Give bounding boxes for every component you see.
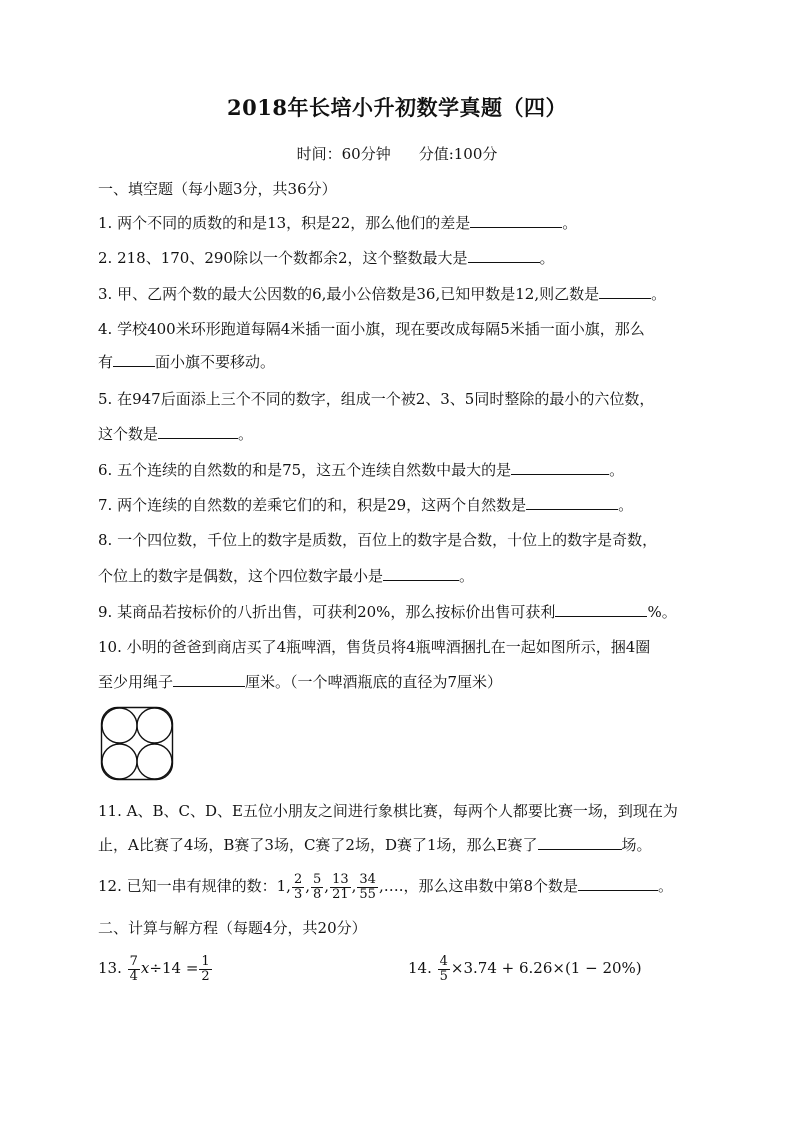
equation-fraction: $\frac{1}{2}$ (201, 953, 210, 984)
question-text: 7. 两个连续的自然数的差乘它们的和，积是29，这两个自然数是 (98, 496, 527, 514)
answer-blank[interactable] (173, 672, 245, 687)
question-10-line-2: 至少用绳子 厘米。（一个啤酒瓶底的直径为7厘米） (98, 673, 503, 691)
total-score: 分值:100分 (418, 145, 498, 163)
answer-blank[interactable] (383, 566, 459, 581)
question-14: 14. $\frac{4}{5}$ ×3.74 + 6.26×(1 − 20%) (408, 953, 642, 984)
bottle-circle (137, 744, 172, 779)
section-heading-fill-blank: 一、填空题（每小题3分，共36分） (98, 180, 337, 198)
answer-blank[interactable] (468, 248, 540, 263)
question-9: 9. 某商品若按标价的八折出售，可获利20%，那么按标价出售可获利 %。 (98, 603, 677, 621)
question-4-line-1: 4. 学校400米环形跑道每隔4米插一面小旗，现在要改成每隔5米插一面小旗，那么 (98, 320, 645, 338)
answer-blank[interactable] (538, 835, 622, 850)
question-text: 3. 甲、乙两个数的最大公因数的6,最小公倍数是36,已知甲数是12,则乙数是 (98, 285, 600, 303)
answer-blank[interactable] (526, 495, 618, 510)
answer-blank[interactable] (555, 602, 647, 617)
sequence-fraction: $\frac{34}{55}$ (359, 871, 376, 902)
question-6: 6. 五个连续的自然数的和是75，这五个连续自然数中最大的是 。 (98, 461, 625, 479)
answer-blank[interactable] (113, 352, 155, 367)
question-10-line-1: 10. 小明的爸爸到商店买了4瓶啤酒，售货员将4瓶啤酒捆扎在一起如图所示，捆4圈 (98, 638, 651, 656)
bottle-circle (102, 744, 137, 779)
answer-blank[interactable] (578, 876, 658, 891)
question-11-line-1: 11. A、B、C、D、E五位小朋友之间进行象棋比赛，每两个人都要比赛一场，到现在为 (98, 802, 678, 820)
question-text: 6. 五个连续的自然数的和是75，这五个连续自然数中最大的是 (98, 461, 512, 479)
time-limit: 时间：60分钟 (296, 145, 391, 163)
rope-outline (102, 708, 173, 780)
answer-blank[interactable] (511, 460, 609, 475)
question-5-line-1: 5. 在947后面添上三个不同的数字，组成一个被2、3、5同时整除的最小的六位数， (98, 390, 655, 408)
question-text: 2. 218、170、290除以一个数都余2，这个整数最大是 (98, 249, 468, 267)
question-5-line-2: 这个数是 。 (98, 425, 254, 443)
page-title: 2018年长培小升初数学真题（四） (227, 95, 567, 120)
beer-bottles-figure (100, 706, 174, 782)
section-heading-calculation: 二、计算与解方程（每题4分，共20分） (98, 919, 367, 937)
question-text: 9. 某商品若按标价的八折出售，可获利20%，那么按标价出售可获利 (98, 603, 556, 621)
question-11-line-2: 止，A比赛了4场，B赛了3场，C赛了2场，D赛了1场，那么E赛了 场。 (98, 836, 652, 854)
question-8-line-1: 8. 一个四位数，千位上的数字是质数，百位上的数字是合数，十位上的数字是奇数， (98, 531, 658, 549)
expression-fraction: $\frac{4}{5}$ (439, 953, 448, 984)
question-text: 1. 两个不同的质数的和是13，积是22，那么他们的差是 (98, 214, 471, 232)
equation-fraction: $\frac{7}{4}$ (129, 953, 138, 984)
sequence-fraction: $\frac{13}{21}$ (332, 871, 349, 902)
bottle-circle (137, 708, 172, 743)
question-12: 12. 已知一串有规律的数：1, $\frac{2}{3}$ , $\frac{5}{8}$ , $\frac{13}{21}$ , $\frac{34}{55}$ ,….，那么这串数中第8个数是 。 (98, 871, 674, 902)
question-8-line-2: 个位上的数字是偶数，这个四位数字最小是 。 (98, 567, 475, 585)
answer-blank[interactable] (599, 284, 651, 299)
question-1: 1. 两个不同的质数的和是13，积是22，那么他们的差是 。 (98, 214, 578, 232)
bottle-circle (102, 708, 137, 743)
question-4-line-2: 有 面小旗不要移动。 (98, 353, 276, 371)
sequence-fraction: $\frac{5}{8}$ (313, 871, 322, 902)
sequence-fraction: $\frac{2}{3}$ (293, 871, 303, 902)
question-7: 7. 两个连续的自然数的差乘它们的和，积是29，这两个自然数是 。 (98, 496, 634, 514)
exam-info (0, 143, 794, 164)
question-2: 2. 218、170、290除以一个数都余2，这个整数最大是 。 (98, 249, 555, 267)
question-13: 13. $\frac{7}{4}$ x÷14 = $\frac{1}{2}$ (98, 953, 210, 984)
answer-blank[interactable] (470, 213, 562, 228)
answer-blank[interactable] (158, 424, 238, 439)
question-3: 3. 甲、乙两个数的最大公因数的6,最小公倍数是36,已知甲数是12,则乙数是 。 (98, 285, 667, 303)
